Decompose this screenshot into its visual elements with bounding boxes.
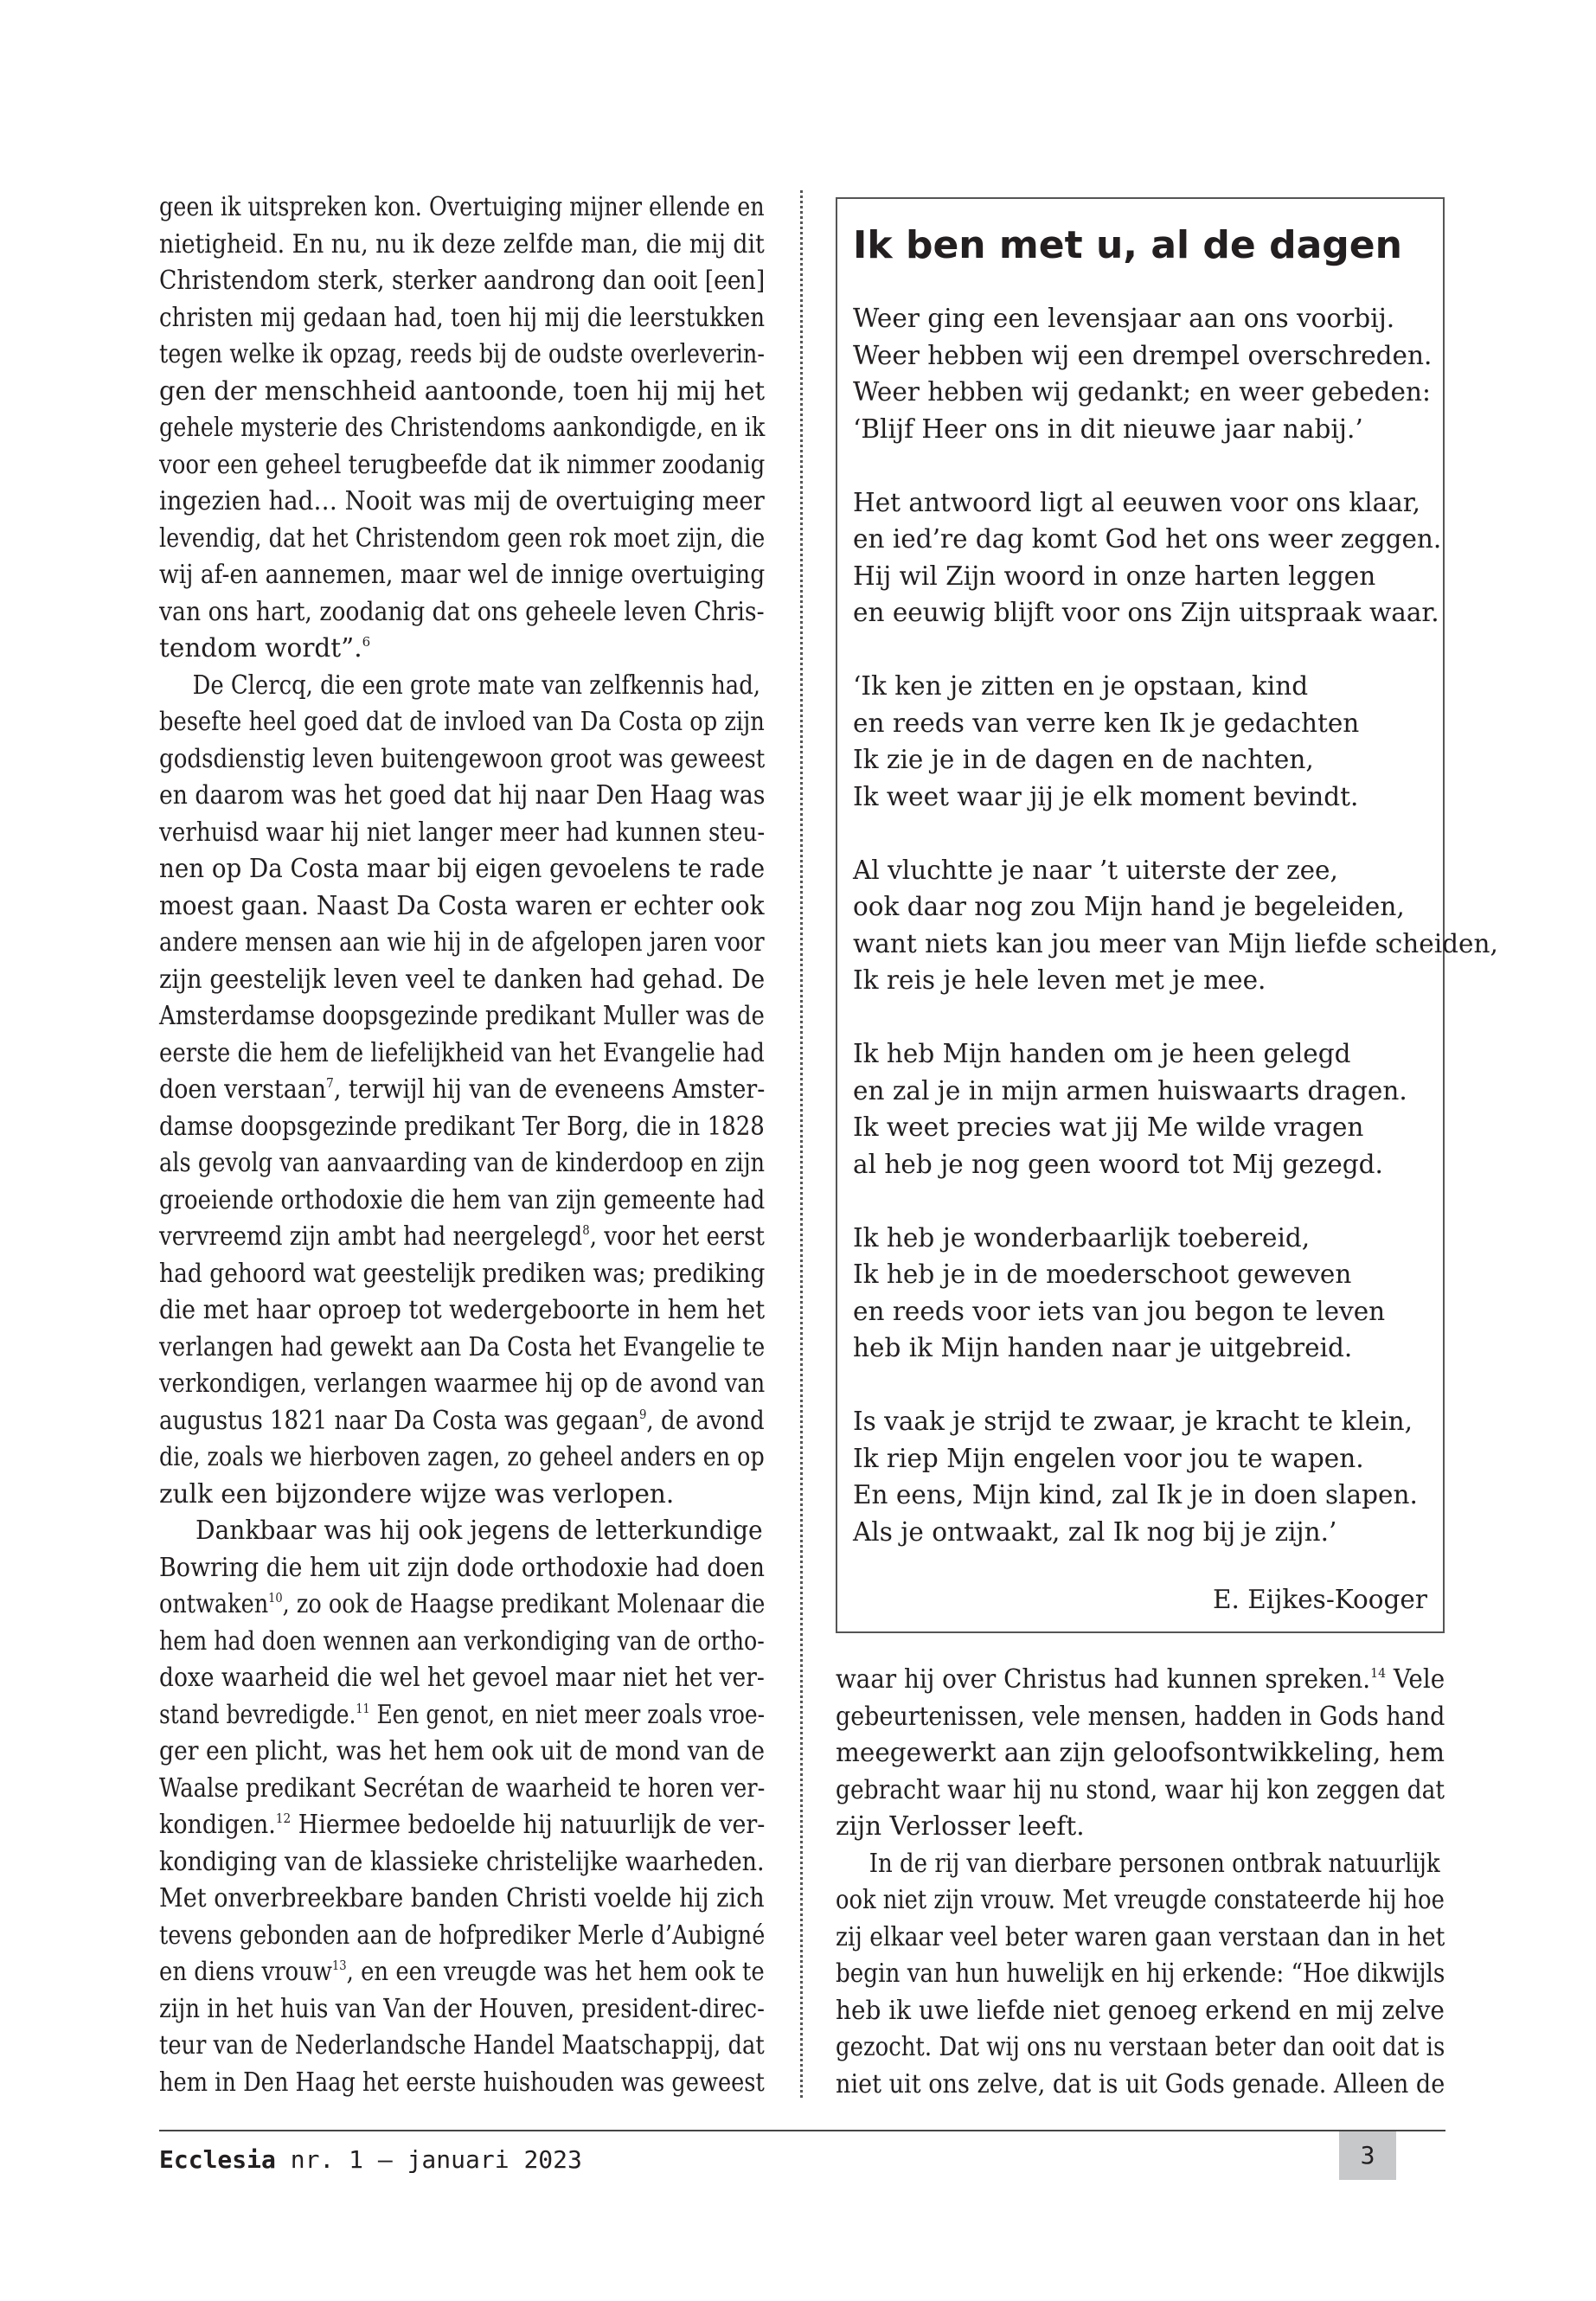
poem-line: al heb je nog geen woord tot Mij gezegd. bbox=[853, 1149, 1383, 1179]
text-line: van ons hart, zoodanig dat ons geheele leven Chris- bbox=[159, 596, 765, 626]
text-line: waar hij over Christus had kunnen spreken.$^{14}$ Vele bbox=[836, 1664, 1445, 1694]
poem-line: heb ik Mijn handen naar je uitgebreid. bbox=[853, 1333, 1353, 1362]
text-line: die, zoals we hierboven zagen, zo geheel anders en op bbox=[159, 1442, 765, 1471]
text-line: tendom wordt”.$^6$ bbox=[159, 633, 371, 663]
poem-line: Is vaak je strijd te zwaar, je kracht te klein, bbox=[853, 1407, 1413, 1436]
text-line: Bowring die hem uit zijn dode orthodoxie had doen bbox=[159, 1552, 765, 1582]
poem-stanza bbox=[853, 1403, 1498, 1550]
text-line: verhuisd waar hij niet langer meer had kunnen steu- bbox=[159, 817, 766, 847]
poem-line: en eeuwig blijft voor ons Zijn uitspraak waar. bbox=[853, 598, 1439, 627]
poem-author: E. Eijkes-Kooger bbox=[1212, 1585, 1427, 1614]
text-line: augustus 1821 naar Da Costa was gegaan$^9$, de avond bbox=[159, 1405, 765, 1435]
text-line: als gevolg van aanvaarding van de kinderdoop en zijn bbox=[159, 1148, 766, 1177]
text-line: Christendom sterk, sterker aandrong dan ooit [een] bbox=[159, 266, 766, 295]
footnote-ref: 8 bbox=[582, 1222, 590, 1238]
magazine-name: Ecclesia bbox=[159, 2145, 276, 2174]
poem-line: Ik riep Mijn engelen voor jou te wapen. bbox=[853, 1443, 1364, 1473]
poem-stanza bbox=[853, 668, 1498, 815]
poem-stanza bbox=[853, 484, 1498, 631]
poem-line: Ik reis je hele leven met je mee. bbox=[853, 965, 1266, 995]
text-line: niet uit ons zelve, dat is uit Gods genade. Alleen de bbox=[836, 2068, 1445, 2099]
poem-line: en reeds voor iets van jou begon te leven bbox=[853, 1296, 1386, 1326]
text-line: De Clercq, die een grote mate van zelfkennis had, bbox=[192, 670, 760, 700]
text-line: Met onverbreekbare banden Christi voelde hij zich bbox=[159, 1883, 765, 1913]
poem-stanza bbox=[853, 300, 1498, 447]
poem-line: Ik weet waar jij je elk moment bevindt. bbox=[853, 781, 1359, 811]
text-line: geen ik uitspreken kon. Overtuiging mijner ellende en bbox=[159, 192, 765, 221]
page-number: 3 bbox=[1339, 2131, 1396, 2180]
issue-info: nr. 1 – januari 2023 bbox=[290, 2145, 582, 2174]
poem-line: Ik heb je wonderbaarlijk toebereid, bbox=[853, 1222, 1311, 1253]
poem-line: En eens, Mijn kind, zal Ik je in doen slapen. bbox=[853, 1480, 1418, 1509]
poem-line: Weer hebben wij een drempel overschreden. bbox=[853, 340, 1433, 370]
poem-stanza bbox=[853, 1220, 1498, 1367]
poem-line: Het antwoord ligt al eeuwen voor ons klaar, bbox=[853, 487, 1421, 517]
poem-line: Ik zie je in de dagen en de nachten, bbox=[853, 745, 1314, 774]
text-line: moest gaan. Naast Da Costa waren er echter ook bbox=[159, 890, 765, 920]
poem-title: Ik ben met u, al de dagen bbox=[853, 223, 1402, 267]
text-line: voor een geheel terugbeefde dat ik nimmer zoodanig bbox=[159, 449, 766, 479]
poem-line: Hij wil Zijn woord in onze harten leggen bbox=[853, 561, 1376, 591]
text-line: gehele mysterie des Christendoms aankondigde, en ik bbox=[159, 413, 766, 442]
text-line: hem had doen wennen aan verkondiging van de ortho- bbox=[159, 1625, 765, 1656]
text-line: Waalse predikant Secrétan de waarheid te horen ver- bbox=[159, 1772, 766, 1803]
column-divider bbox=[800, 190, 803, 2098]
text-line: en daarom was het goed dat hij naar Den Haag was bbox=[159, 780, 766, 810]
text-line: tegen welke ik opzag, reeds bij de oudste overleverin- bbox=[159, 339, 765, 369]
text-line: en diens vrouw$^{13}$, en een vreugde was het hem ook te bbox=[159, 1957, 765, 1986]
text-line: zijn in het huis van Van der Houven, president-direc- bbox=[159, 1993, 765, 2023]
text-line: heb ik uwe liefde niet genoeg erkend en mij zelve bbox=[836, 1995, 1445, 2025]
text-line: doen verstaan$^7$, terwijl hij van de eveneens Amster- bbox=[159, 1074, 766, 1104]
right-text-column bbox=[836, 1661, 1445, 2102]
poem-line: ook daar nog zou Mijn hand je begeleiden, bbox=[853, 892, 1405, 921]
text-line: had gehoord wat geestelijk prediken was; prediking bbox=[159, 1258, 766, 1288]
text-line: nietigheid. En nu, nu ik deze zelfde man, die mij dit bbox=[159, 228, 765, 259]
footer-rule bbox=[159, 2130, 1445, 2131]
poem-line: en reeds van verre ken Ik je gedachten bbox=[853, 708, 1360, 738]
text-line: teur van de Nederlandsche Handel Maatschappij, dat bbox=[159, 2030, 765, 2060]
text-line: In de rij van dierbare personen ontbrak natuurlijk bbox=[869, 1848, 1440, 1878]
poem-line: Ik heb Mijn handen om je heen gelegd bbox=[853, 1039, 1351, 1068]
poem-line: Ik weet precies wat jij Me wilde vragen bbox=[853, 1112, 1364, 1142]
poem-line: Weer hebben wij gedankt; en weer gebeden: bbox=[853, 377, 1431, 407]
poem-body bbox=[853, 300, 1498, 1587]
poem-stanza bbox=[853, 1035, 1498, 1183]
footnote-ref: 11 bbox=[356, 1700, 370, 1716]
text-line: meegewerkt aan zijn geloofsontwikkeling, hem bbox=[836, 1738, 1445, 1767]
text-line: groeiende orthodoxie die hem van zijn gemeente had bbox=[159, 1184, 766, 1215]
poem-line: ‘Ik ken je zitten en je opstaan, kind bbox=[853, 671, 1309, 701]
text-line: hem in Den Haag het eerste huishouden was geweest bbox=[159, 2067, 765, 2097]
text-line: gebracht waar hij nu stond, waar hij kon zeggen dat bbox=[836, 1774, 1445, 1804]
text-line: andere mensen aan wie hij in de afgelopen jaren voor bbox=[159, 927, 765, 957]
text-line: kondigen.$^{12}$ Hiermee bedoelde hij natuurlijk de ver- bbox=[159, 1810, 766, 1839]
text-line: die met haar oproep tot wedergeboorte in hem het bbox=[159, 1295, 766, 1324]
text-line: gezocht. Dat wij ons nu verstaan beter dan ooit dat is bbox=[836, 2032, 1445, 2061]
text-line: christen mij gedaan had, toen hij mij die leerstukken bbox=[159, 302, 766, 332]
text-line: begin van hun huwelijk en hij erkende: “Hoe dikwijls bbox=[836, 1958, 1445, 1988]
text-line: levendig, dat het Christendom geen rok moet zijn, die bbox=[159, 522, 766, 553]
text-line: zij elkaar veel beter waren gaan verstaan dan in het bbox=[836, 1921, 1445, 1952]
footnote-ref: 14 bbox=[1370, 1665, 1387, 1681]
text-line: zulk een bijzondere wijze was verlopen. bbox=[159, 1478, 675, 1509]
footnote-ref: 6 bbox=[362, 634, 371, 650]
text-line: Amsterdamse doopsgezinde predikant Muller was de bbox=[159, 1001, 765, 1030]
poem-line: ‘Blijf Heer ons in dit nieuwe jaar nabij.’ bbox=[853, 413, 1363, 444]
text-line: verkondigen, verlangen waarmee hij op de avond van bbox=[159, 1368, 766, 1398]
text-line: verlangen had gewekt aan Da Costa het Evangelie te bbox=[159, 1331, 766, 1362]
text-line: damse doopsgezinde predikant Ter Borg, die in 1828 bbox=[159, 1111, 765, 1141]
footer bbox=[159, 2138, 582, 2182]
text-line: ontwaken$^{10}$, zo ook de Haagse predikant Molenaar die bbox=[159, 1589, 766, 1618]
text-line: gebeurtenissen, vele mensen, hadden in Gods hand bbox=[836, 1701, 1445, 1731]
text-line: eerste die hem de liefelijkheid van het Evangelie had bbox=[159, 1037, 765, 1067]
poem-line: en zal je in mijn armen huiswaarts dragen. bbox=[853, 1075, 1407, 1106]
poem-line: Al vluchtte je naar ’t uiterste der zee, bbox=[853, 855, 1338, 885]
poem-stanza bbox=[853, 852, 1498, 999]
text-line: godsdienstig leven buitengewoon groot was geweest bbox=[159, 743, 766, 773]
poem-line: Ik heb je in de moederschoot geweven bbox=[853, 1259, 1352, 1289]
footnote-ref: 13 bbox=[331, 1958, 347, 1973]
poem-line: want niets kan jou meer van Mijn liefde scheiden, bbox=[853, 928, 1498, 958]
text-line: zijn geestelijk leven veel te danken had gehad. De bbox=[159, 964, 766, 994]
text-line: wij af-en aannemen, maar wel de innige overtuiging bbox=[159, 560, 766, 589]
text-line: ingezien had… Nooit was mij de overtuiging meer bbox=[159, 486, 765, 516]
text-line: gen der menschheid aantoonde, toen hij mij het bbox=[159, 375, 766, 406]
text-line: tevens gebonden aan de hofprediker Merle d’Aubigné bbox=[159, 1920, 766, 1950]
text-line: Dankbaar was hij ook jegens de letterkundige bbox=[195, 1516, 763, 1545]
text-line: vervreemd zijn ambt had neergelegd$^8$, voor het eerst bbox=[159, 1221, 765, 1251]
footnote-ref: 10 bbox=[268, 1590, 283, 1606]
text-line: ook niet zijn vrouw. Met vreugde constateerde hij hoe bbox=[836, 1885, 1445, 1914]
footnote-ref: 9 bbox=[638, 1406, 647, 1422]
footnote-ref: 12 bbox=[275, 1811, 292, 1826]
text-line: besefte heel goed dat de invloed van Da Costa op zijn bbox=[159, 707, 765, 736]
poem-line: Weer ging een levensjaar aan ons voorbij. bbox=[853, 304, 1395, 333]
text-line: doxe waarheid die wel het gevoel maar niet het ver- bbox=[159, 1663, 765, 1692]
text-line: ger een plicht, was het hem ook uit de mond van de bbox=[159, 1736, 766, 1766]
poem-line: Als je ontwaakt, zal Ik nog bij je zijn.’ bbox=[853, 1516, 1337, 1547]
poem-box bbox=[836, 197, 1498, 1633]
text-line: kondiging van de klassieke christelijke waarheden. bbox=[159, 1846, 765, 1876]
poem-line: en ied’re dag komt God het ons weer zeggen. bbox=[853, 524, 1442, 554]
text-line: stand bevredigde.$^{11}$ Een genot, en niet meer zoals vroe- bbox=[159, 1699, 766, 1729]
text-line: nen op Da Costa maar bij eigen gevoelens te rade bbox=[159, 854, 766, 883]
left-text-column bbox=[159, 189, 765, 2100]
text-line: zijn Verlosser leeft. bbox=[836, 1811, 1085, 1841]
footnote-ref: 7 bbox=[326, 1075, 334, 1091]
